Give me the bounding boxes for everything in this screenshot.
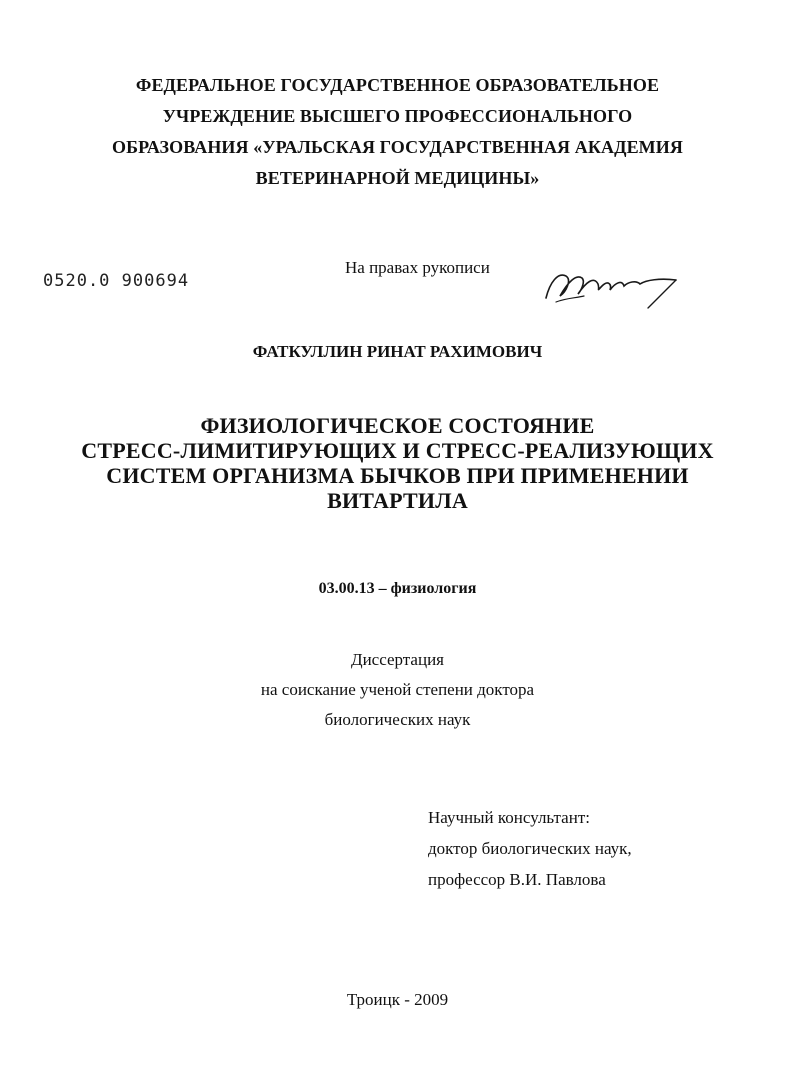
institution-line: УЧРЕЖДЕНИЕ ВЫСШЕГО ПРОФЕССИОНАЛЬНОГО (162, 106, 633, 126)
degree-line: биологических наук (324, 710, 471, 729)
specialty-code: 03.00.13 – физиология (318, 580, 477, 597)
manuscript-note: На правах рукописи (345, 258, 490, 277)
scientific-consultant (428, 802, 632, 895)
place-and-year: Троицк - 2009 (346, 990, 449, 1009)
title-line: ФИЗИОЛОГИЧЕСКОЕ СОСТОЯНИЕ (200, 413, 595, 438)
dissertation-title (0, 413, 795, 513)
degree-line: на соискание ученой степени доктора (260, 680, 535, 699)
consultant-line: доктор биологических наук, (428, 839, 632, 858)
title-line: СИСТЕМ ОРГАНИЗМА БЫЧКОВ ПРИ ПРИМЕНЕНИИ (106, 463, 689, 488)
author-name: ФАТКУЛЛИН РИНАТ РАХИМОВИЧ (252, 342, 543, 361)
degree-line: Диссертация (350, 650, 444, 669)
institution-line: ФЕДЕРАЛЬНОЕ ГОСУДАРСТВЕННОЕ ОБРАЗОВАТЕЛЬНОЕ (135, 75, 660, 95)
degree-statement (0, 645, 795, 735)
document-number: 0520.0 900694 (43, 271, 190, 291)
consultant-line: профессор В.И. Павлова (428, 870, 606, 889)
title-line: ВИТАРТИЛА (327, 488, 468, 513)
title-line: СТРЕСС-ЛИМИТИРУЮЩИХ И СТРЕСС-РЕАЛИЗУЮЩИХ (81, 438, 714, 463)
signature-image (536, 262, 686, 312)
institution-line: ВЕТЕРИНАРНОЙ МЕДИЦИНЫ» (255, 168, 540, 188)
institution-header (0, 70, 795, 194)
consultant-line: Научный консультант: (428, 808, 590, 827)
institution-line: ОБРАЗОВАНИЯ «УРАЛЬСКАЯ ГОСУДАРСТВЕННАЯ АКАДЕМИЯ (112, 137, 683, 157)
